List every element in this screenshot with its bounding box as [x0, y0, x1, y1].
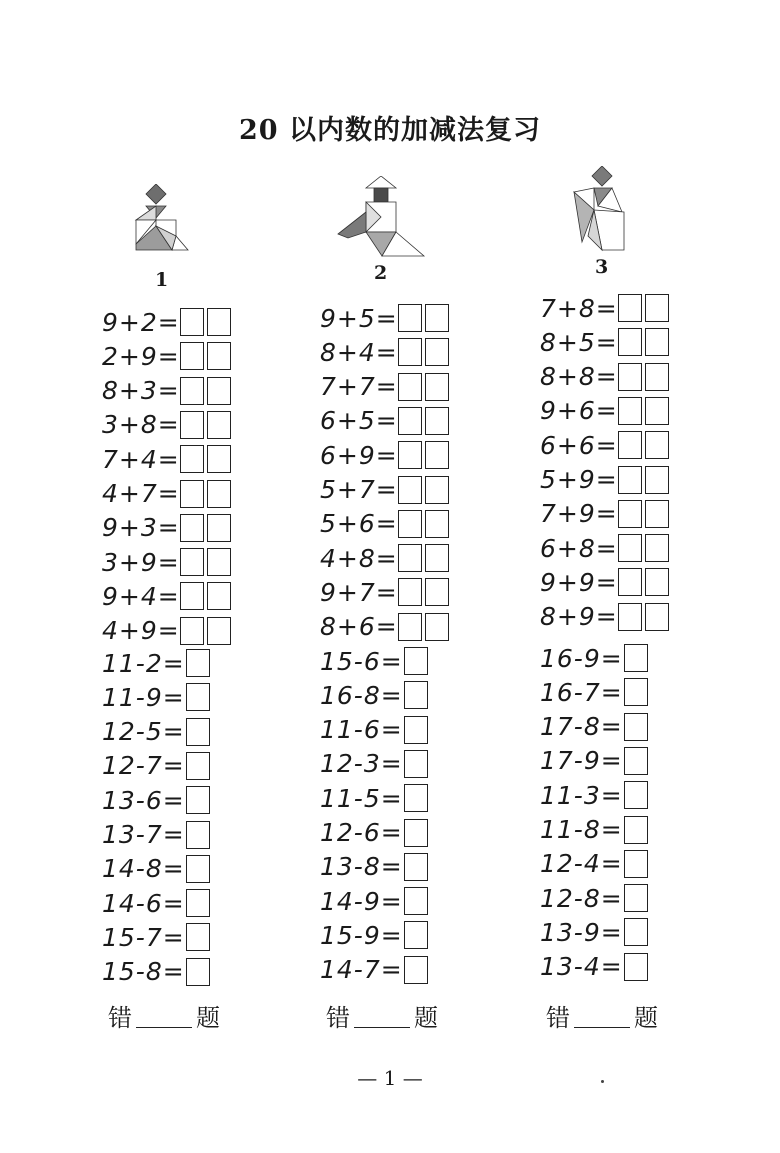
addition-problem — [102, 410, 234, 440]
subtraction-problem — [102, 717, 213, 747]
problem-expression: 9+3= — [102, 513, 180, 543]
addition-problem — [320, 509, 452, 539]
answer-box[interactable] — [186, 855, 210, 883]
subtraction-problem — [102, 682, 213, 712]
addition-problem — [102, 581, 234, 611]
problem-expression: 5+9= — [540, 465, 618, 494]
answer-box-tens[interactable] — [398, 304, 422, 332]
answer-box-ones[interactable] — [425, 373, 449, 401]
problem-expression: 11-9= — [102, 682, 185, 712]
problem-expression: 11-6= — [320, 715, 403, 745]
addition-problem — [102, 616, 234, 646]
answer-box-tens[interactable] — [180, 617, 204, 645]
answer-box[interactable] — [186, 821, 210, 849]
figure-label-3: 3 — [595, 256, 609, 278]
error-label-left: 错 — [326, 1004, 350, 1032]
answer-box-tens[interactable] — [618, 397, 642, 425]
answer-box[interactable] — [186, 718, 210, 746]
subtraction-problem — [102, 785, 213, 815]
answer-box-ones[interactable] — [425, 338, 449, 366]
answer-box-tens[interactable] — [618, 294, 642, 322]
answer-box[interactable] — [624, 713, 648, 741]
answer-box[interactable] — [186, 649, 210, 677]
answer-box[interactable] — [624, 884, 648, 912]
answer-box-tens[interactable] — [618, 466, 642, 494]
answer-box-tens[interactable] — [398, 407, 422, 435]
answer-box-ones[interactable] — [425, 544, 449, 572]
answer-box-tens[interactable] — [618, 500, 642, 528]
answer-box[interactable] — [404, 887, 428, 915]
subtraction-problem — [540, 643, 651, 673]
answer-box[interactable] — [624, 678, 648, 706]
answer-box-tens[interactable] — [180, 514, 204, 542]
answer-box[interactable] — [624, 953, 648, 981]
answer-box-ones[interactable] — [207, 377, 231, 405]
problem-expression: 13-7= — [102, 820, 185, 849]
problem-expression: 9+4= — [102, 581, 180, 611]
subtraction-problem — [320, 715, 431, 745]
subtraction-problem — [102, 648, 213, 678]
answer-box-tens[interactable] — [398, 510, 422, 538]
addition-problem — [540, 430, 672, 460]
problem-expression: 7+7= — [320, 372, 398, 402]
problem-expression: 16-8= — [320, 680, 403, 710]
subtraction-problem — [540, 780, 651, 810]
addition-problem — [540, 602, 672, 632]
addition-problem — [540, 499, 672, 529]
answer-box-tens[interactable] — [618, 568, 642, 596]
answer-box-tens[interactable] — [180, 480, 204, 508]
subtraction-problem — [320, 852, 431, 882]
answer-box-tens[interactable] — [180, 377, 204, 405]
problem-expression: 14-6= — [102, 888, 185, 918]
subtraction-problem — [320, 920, 431, 950]
problem-expression: 6+6= — [540, 430, 618, 460]
problem-expression: 9+6= — [540, 396, 618, 426]
problem-expression: 7+4= — [102, 444, 180, 474]
addition-problem — [540, 293, 672, 323]
answer-box-tens[interactable] — [398, 613, 422, 641]
error-label-left: 错 — [546, 1004, 570, 1032]
answer-box[interactable] — [624, 781, 648, 809]
error-count-blank[interactable] — [354, 1027, 410, 1028]
problem-expression: 13-8= — [320, 852, 403, 882]
answer-box-ones[interactable] — [207, 582, 231, 610]
problem-expression: 8+5= — [540, 327, 618, 357]
answer-box-ones[interactable] — [207, 514, 231, 542]
answer-box-ones[interactable] — [425, 613, 449, 641]
problem-expression: 11-2= — [102, 648, 185, 678]
page-title: 20 以内数的加减法复习 — [239, 115, 541, 146]
problem-expression: 3+8= — [102, 410, 180, 440]
problem-expression: 15-7= — [102, 922, 185, 952]
answer-box[interactable] — [404, 853, 428, 881]
answer-box-ones[interactable] — [207, 445, 231, 473]
answer-box-ones[interactable] — [425, 510, 449, 538]
problem-expression: 7+8= — [540, 293, 618, 323]
problem-expression: 12-3= — [320, 749, 403, 779]
figure-label-1: 1 — [155, 269, 169, 291]
problem-expression: 12-7= — [102, 751, 185, 781]
problem-expression: 8+6= — [320, 612, 398, 642]
answer-box-ones[interactable] — [645, 568, 669, 596]
problem-expression: 17-8= — [540, 712, 623, 742]
problem-expression: 8+4= — [320, 337, 398, 367]
answer-box-ones[interactable] — [645, 431, 669, 459]
problem-expression: 8+3= — [102, 376, 180, 406]
answer-box-ones[interactable] — [207, 480, 231, 508]
subtraction-problem — [320, 749, 431, 779]
answer-box-tens[interactable] — [180, 582, 204, 610]
error-count-line — [546, 998, 658, 1033]
answer-box-ones[interactable] — [207, 308, 231, 336]
addition-problem — [540, 567, 672, 597]
problem-expression: 6+5= — [320, 406, 398, 436]
problem-expression: 5+7= — [320, 475, 398, 504]
problem-expression: 14-8= — [102, 854, 185, 884]
subtraction-problem — [540, 712, 651, 742]
answer-box-ones[interactable] — [645, 466, 669, 494]
answer-box[interactable] — [404, 647, 428, 675]
problem-expression: 4+8= — [320, 543, 398, 573]
subtraction-problem — [320, 886, 431, 916]
answer-box-ones[interactable] — [207, 411, 231, 439]
speck — [601, 1080, 604, 1083]
subtraction-problem — [102, 854, 213, 884]
answer-box-ones[interactable] — [207, 342, 231, 370]
answer-box-ones[interactable] — [207, 548, 231, 576]
problem-expression: 17-9= — [540, 746, 623, 776]
error-label-right: 题 — [414, 1004, 438, 1032]
problem-expression: 9+5= — [320, 303, 398, 333]
answer-box-tens[interactable] — [398, 578, 422, 606]
answer-box[interactable] — [624, 644, 648, 672]
subtraction-problem — [320, 680, 431, 710]
subtraction-problem — [540, 849, 651, 879]
answer-box[interactable] — [186, 958, 210, 986]
subtraction-problem — [102, 922, 213, 952]
addition-problem — [320, 303, 452, 333]
answer-box[interactable] — [404, 750, 428, 778]
addition-problem — [102, 547, 234, 577]
answer-box[interactable] — [624, 816, 648, 844]
error-count-line — [108, 998, 220, 1033]
answer-box[interactable] — [404, 819, 428, 847]
problem-expression: 8+8= — [540, 362, 618, 392]
problem-expression: 6+8= — [540, 533, 618, 563]
problem-expression: 15-8= — [102, 957, 185, 987]
answer-box[interactable] — [404, 921, 428, 949]
answer-box-tens[interactable] — [180, 548, 204, 576]
tangram-person-icon — [568, 166, 634, 252]
answer-box-ones[interactable] — [645, 603, 669, 631]
answer-box[interactable] — [186, 786, 210, 814]
error-count-blank[interactable] — [136, 1027, 192, 1028]
problem-expression: 2+9= — [102, 341, 180, 371]
error-count-blank[interactable] — [574, 1027, 630, 1028]
problem-expression: 12-5= — [102, 717, 185, 747]
addition-problem — [320, 372, 452, 402]
problem-expression: 11-8= — [540, 815, 623, 844]
addition-problem — [320, 337, 452, 367]
problem-expression: 14-9= — [320, 886, 403, 916]
subtraction-problem — [540, 746, 651, 776]
answer-box[interactable] — [186, 889, 210, 917]
answer-box[interactable] — [186, 752, 210, 780]
subtraction-problem — [540, 952, 651, 982]
problem-expression: 4+9= — [102, 616, 180, 646]
addition-problem — [102, 307, 234, 337]
subtraction-problem — [320, 646, 431, 676]
addition-problem — [540, 465, 672, 495]
addition-problem — [320, 406, 452, 436]
problem-expression: 9+2= — [102, 307, 180, 337]
addition-problem — [102, 513, 234, 543]
subtraction-problem — [102, 957, 213, 987]
problem-expression: 15-6= — [320, 646, 403, 676]
subtraction-problem — [102, 820, 213, 850]
answer-box[interactable] — [186, 683, 210, 711]
subtraction-problem — [540, 677, 651, 707]
answer-box-ones[interactable] — [425, 441, 449, 469]
answer-box-tens[interactable] — [618, 363, 642, 391]
answer-box-tens[interactable] — [618, 534, 642, 562]
problem-expression: 8+9= — [540, 602, 618, 632]
addition-problem — [320, 577, 452, 607]
addition-problem — [320, 612, 452, 642]
subtraction-problem — [320, 818, 431, 848]
problem-expression: 7+9= — [540, 499, 618, 529]
answer-box[interactable] — [404, 681, 428, 709]
problem-expression: 9+9= — [540, 567, 618, 597]
error-count-line — [326, 998, 438, 1033]
problem-expression: 16-7= — [540, 677, 623, 707]
answer-box-ones[interactable] — [425, 476, 449, 504]
addition-problem — [540, 533, 672, 563]
answer-box-ones[interactable] — [425, 578, 449, 606]
error-label-right: 题 — [196, 1004, 220, 1032]
answer-box-tens[interactable] — [398, 441, 422, 469]
problem-expression: 12-6= — [320, 818, 403, 847]
answer-box-tens[interactable] — [398, 373, 422, 401]
addition-problem — [102, 479, 234, 509]
answer-box-ones[interactable] — [645, 500, 669, 528]
addition-problem — [102, 376, 234, 406]
tangram-figure-2 — [336, 176, 428, 262]
addition-problem — [540, 396, 672, 426]
page-number: — 1 — — [357, 1066, 423, 1090]
problem-expression: 4+7= — [102, 479, 180, 508]
answer-box-ones[interactable] — [425, 304, 449, 332]
problem-expression: 12-4= — [540, 849, 623, 879]
answer-box-tens[interactable] — [398, 476, 422, 504]
answer-box-tens[interactable] — [180, 411, 204, 439]
problem-expression: 13-4= — [540, 952, 623, 982]
error-label-right: 题 — [634, 1004, 658, 1032]
problem-expression: 3+9= — [102, 547, 180, 577]
error-label-left: 错 — [108, 1004, 132, 1032]
tangram-figure-1 — [126, 184, 192, 268]
answer-box-tens[interactable] — [180, 342, 204, 370]
answer-box-ones[interactable] — [425, 407, 449, 435]
answer-box-tens[interactable] — [398, 544, 422, 572]
problem-expression: 13-9= — [540, 917, 623, 947]
addition-problem — [102, 444, 234, 474]
subtraction-problem — [540, 883, 651, 913]
subtraction-problem — [102, 888, 213, 918]
subtraction-problem — [320, 955, 431, 985]
answer-box[interactable] — [404, 956, 428, 984]
answer-box[interactable] — [624, 747, 648, 775]
addition-problem — [320, 543, 452, 573]
tangram-person-icon — [126, 184, 192, 264]
answer-box-ones[interactable] — [645, 363, 669, 391]
answer-box-tens[interactable] — [618, 603, 642, 631]
subtraction-problem — [102, 751, 213, 781]
problem-expression: 5+6= — [320, 509, 398, 539]
problem-expression: 9+7= — [320, 577, 398, 607]
problem-expression: 14-7= — [320, 955, 403, 985]
problem-expression: 15-9= — [320, 920, 403, 950]
answer-box-tens[interactable] — [180, 308, 204, 336]
addition-problem — [540, 362, 672, 392]
answer-box[interactable] — [404, 716, 428, 744]
addition-problem — [102, 341, 234, 371]
addition-problem — [320, 440, 452, 470]
answer-box-tens[interactable] — [398, 338, 422, 366]
answer-box[interactable] — [624, 918, 648, 946]
problem-expression: 13-6= — [102, 785, 185, 815]
answer-box-tens[interactable] — [618, 328, 642, 356]
figure-label-2: 2 — [374, 262, 388, 284]
answer-box-ones[interactable] — [207, 617, 231, 645]
answer-box-tens[interactable] — [180, 445, 204, 473]
answer-box-ones[interactable] — [645, 534, 669, 562]
tangram-person-icon — [336, 176, 428, 258]
answer-box-ones[interactable] — [645, 294, 669, 322]
answer-box[interactable] — [624, 850, 648, 878]
answer-box[interactable] — [404, 784, 428, 812]
problem-expression: 6+9= — [320, 440, 398, 470]
subtraction-problem — [540, 815, 651, 845]
problem-expression: 12-8= — [540, 883, 623, 913]
tangram-figure-3 — [568, 166, 634, 256]
addition-problem — [320, 475, 452, 505]
answer-box-ones[interactable] — [645, 397, 669, 425]
problem-expression: 11-3= — [540, 780, 623, 810]
problem-expression: 16-9= — [540, 643, 623, 673]
subtraction-problem — [540, 917, 651, 947]
problem-expression: 11-5= — [320, 783, 403, 813]
answer-box-tens[interactable] — [618, 431, 642, 459]
subtraction-problem — [320, 783, 431, 813]
answer-box-ones[interactable] — [645, 328, 669, 356]
addition-problem — [540, 327, 672, 357]
answer-box[interactable] — [186, 923, 210, 951]
